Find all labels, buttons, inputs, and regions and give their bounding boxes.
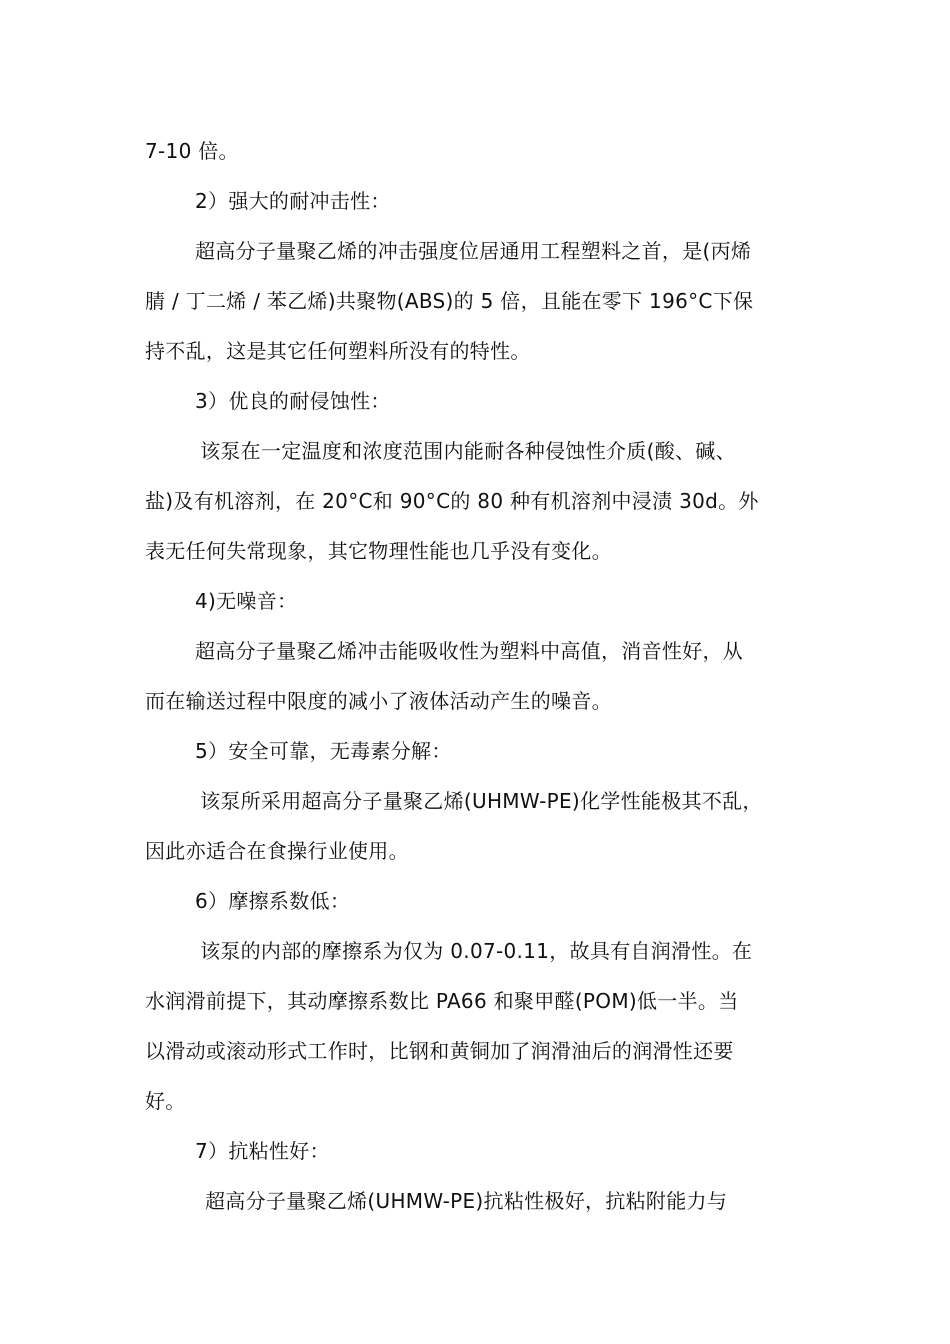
text-line: 7-10 倍。 [145, 139, 239, 163]
text-line: 持不乱，这是其它任何塑料所没有的特性。 [145, 339, 531, 363]
text-line: 腈 / 丁二烯 / 苯乙烯)共聚物(ABS)的 5 倍，且能在零下 196°C下保 [145, 289, 754, 313]
text-line: 好。 [145, 1089, 186, 1113]
text-line: 该泵在一定温度和浓度范围内能耐各种侵蚀性介质(酸、碱、 [200, 439, 736, 463]
text-line: 水润滑前提下，其动摩擦系数比 PA66 和聚甲醛(POM)低一半。当 [145, 989, 739, 1013]
text-line: 盐)及有机溶剂，在 20°C和 90°C的 80 种有机溶剂中浸渍 30d。外 [145, 489, 759, 513]
section-heading: 7）抗粘性好： [195, 1139, 330, 1163]
text-line: 超高分子量聚乙烯的冲击强度位居通用工程塑料之首，是(丙烯 [195, 239, 752, 263]
section-heading: 2）强大的耐冲击性： [195, 189, 391, 213]
text-line: 超高分子量聚乙烯冲击能吸收性为塑料中高值，消音性好，从 [195, 639, 744, 663]
text-line: 而在输送过程中限度的减小了液体活动产生的噪音。 [145, 689, 612, 713]
text-line: 超高分子量聚乙烯(UHMW-PE)抗粘性极好，抗粘附能力与 [205, 1189, 728, 1213]
section-heading: 4)无噪音： [195, 589, 298, 613]
section-heading: 3）优良的耐侵蚀性： [195, 389, 391, 413]
text-line: 以滑动或滚动形式工作时，比钢和黄铜加了润滑油后的润滑性还要 [145, 1039, 734, 1063]
text-line: 该泵的内部的摩擦系为仅为 0.07-0.11，故具有自润滑性。在 [200, 939, 753, 963]
section-heading: 5）安全可靠，无毒素分解： [195, 739, 452, 763]
text-line: 因此亦适合在食操行业使用。 [145, 839, 409, 863]
text-line: 表无任何失常现象，其它物理性能也几乎没有变化。 [145, 539, 612, 563]
text-line: 该泵所采用超高分子量聚乙烯(UHMW-PE)化学性能极其不乱， [200, 789, 763, 813]
section-heading: 6）摩擦系数低： [195, 889, 351, 913]
